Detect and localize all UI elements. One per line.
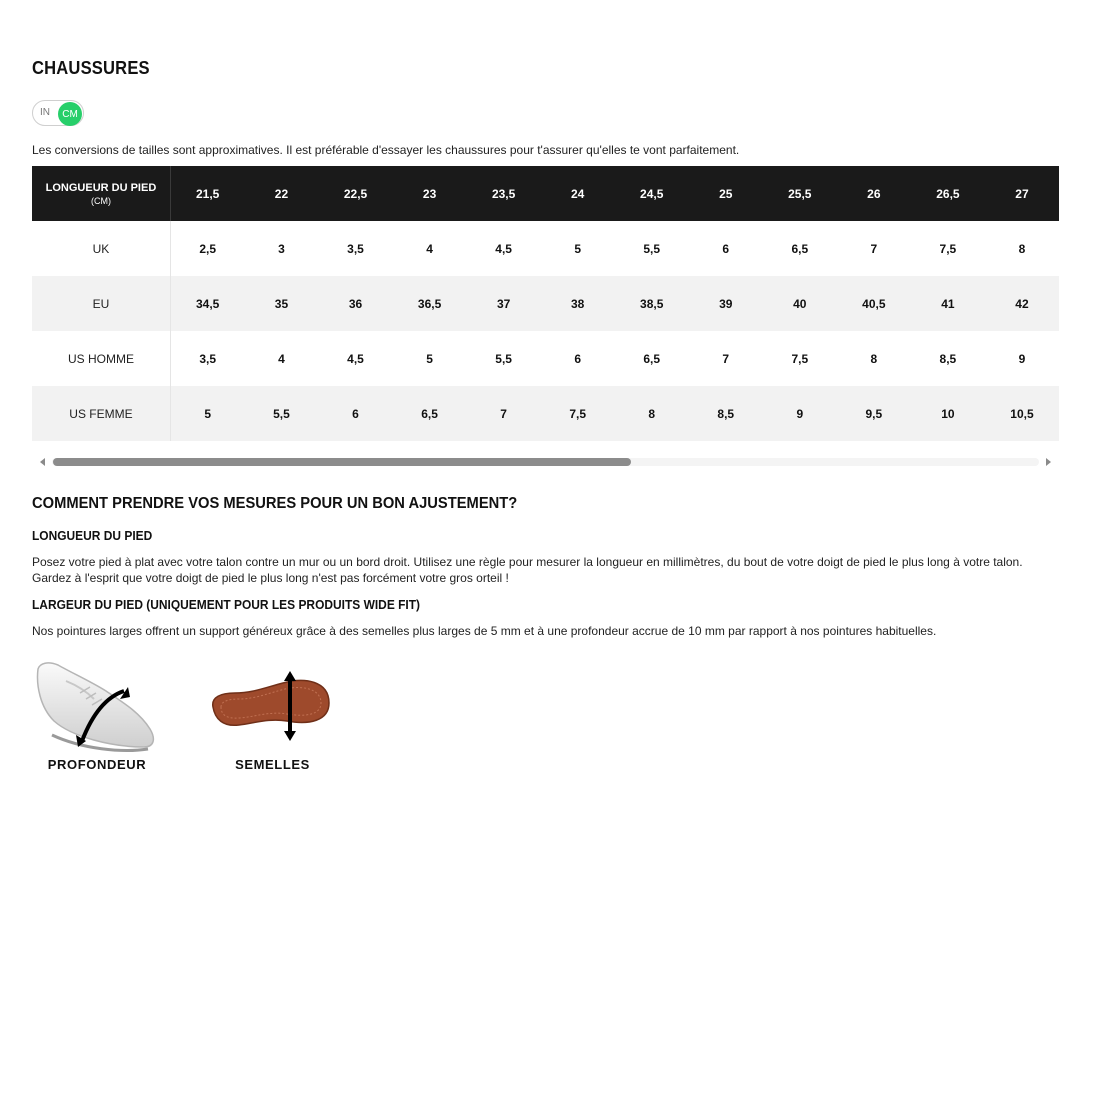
foot-length-column-header: 22 [244,166,318,221]
size-cell: 6,5 [393,386,467,441]
size-table-scroll-area[interactable] [32,166,1059,441]
horizontal-scrollbar[interactable] [32,455,1059,469]
size-cell: 7 [722,351,730,366]
size-cell: 38,5 [615,276,689,331]
table-row [32,331,1059,386]
row-label: EU [32,276,170,331]
depth-figure [32,655,162,780]
size-cell: 5,5 [244,386,318,441]
unit-option-in[interactable]: IN [40,107,50,118]
size-cell: 5,5 [643,241,661,256]
foot-length-text: Posez votre pied à plat avec votre talon contre un mur ou un bord droit. Utilisez une règle pour mesurer la longueur en millimètres, du bout de votre doigt de pied le plus long à votre talon. Gardez à l'esprit que votre doigt de pied le plus long n'est pas forcément votre gros orteil ! [32,555,1023,585]
size-cell: 8 [615,386,689,441]
size-cell: 8,5 [939,351,957,366]
page-title: CHAUSSURES [32,58,150,78]
size-cell: 6,5 [791,241,809,256]
size-cell: 38 [541,276,615,331]
foot-length-column-header: 24 [541,166,615,221]
size-cell: 4 [426,241,433,256]
size-cell: 6 [319,386,393,441]
foot-length-column-header: 21,5 [170,166,244,221]
size-cell: 7,5 [541,386,615,441]
foot-length-column-header: 22,5 [319,166,393,221]
size-cell: 4 [278,351,285,366]
size-cell: 7,5 [791,351,809,366]
scrollbar-thumb[interactable] [53,458,631,466]
size-cell: 36,5 [393,276,467,331]
size-cell: 4,5 [495,241,512,256]
unit-option-cm[interactable]: CM [58,102,82,126]
foot-width-text: Nos pointures larges offrent un support généreux grâce à des semelles plus larges de 5 mm et à une profondeur accrue de 10 mm par rapport à nos pointures habituelles. [32,624,937,638]
size-cell: 5,5 [495,351,512,366]
size-cell: 5 [574,241,581,256]
foot-length-column-header: 27 [985,166,1059,221]
size-cell: 41 [911,276,985,331]
foot-length-column-header: 25 [689,166,763,221]
size-cell: 9 [763,386,837,441]
size-cell: 40,5 [837,276,911,331]
row-label: US HOMME [32,331,170,386]
row-label: UK [32,221,170,276]
size-cell: 5 [170,386,244,441]
foot-length-column-header: 25,5 [763,166,837,221]
size-cell: 42 [985,276,1059,331]
table-row [32,221,1059,276]
size-cell: 4,5 [347,351,364,366]
size-cell: 34,5 [170,276,244,331]
scroll-left-arrow-icon[interactable] [40,458,45,466]
foot-width-title: LARGEUR DU PIED (UNIQUEMENT POUR LES PRODUITS WIDE FIT) [32,597,421,612]
size-cell: 5 [426,351,433,366]
size-cell: 6 [722,241,730,256]
size-cell: 35 [244,276,318,331]
size-cell: 36 [319,276,393,331]
size-cell: 8 [1018,241,1026,256]
table-row [32,276,1059,331]
scroll-right-arrow-icon[interactable] [1046,458,1051,466]
size-cell: 40 [763,276,837,331]
size-cell: 3,5 [347,241,364,256]
size-cell: 3 [278,241,285,256]
size-cell: 3,5 [199,351,217,366]
size-cell: 8 [870,351,878,366]
foot-length-title: LONGUEUR DU PIED [32,528,153,543]
table-header-row [32,166,1059,221]
foot-length-column-header: 23,5 [467,166,541,221]
size-cell: 6,5 [643,351,661,366]
foot-length-header-label: LONGUEUR DU PIED [45,181,157,194]
size-cell: 10,5 [985,386,1059,441]
depth-label: PROFONDEUR [47,757,147,772]
sole-label: SEMELLES [235,757,310,772]
size-cell: 9,5 [837,386,911,441]
size-disclaimer: Les conversions de tailles sont approximatives. Il est préférable d'essayer les chaussures pour t'assurer qu'elles te vont parfaitement. [32,143,740,157]
foot-length-column-header: 24,5 [615,166,689,221]
shoe-depth-icon [32,655,162,755]
size-cell: 37 [467,276,541,331]
size-cell: 9 [1018,351,1026,366]
size-cell: 10 [911,386,985,441]
size-conversion-table [32,166,1059,441]
table-row [32,386,1059,441]
size-cell: 2,5 [199,241,217,256]
size-cell: 7 [467,386,541,441]
insole-icon [205,655,340,755]
size-cell: 7,5 [939,241,957,256]
row-label: US FEMME [32,386,170,441]
size-cell: 7 [870,241,878,256]
unit-toggle[interactable] [32,100,84,126]
size-cell: 8,5 [689,386,763,441]
foot-length-column-header: 23 [393,166,467,221]
foot-length-column-header: 26 [837,166,911,221]
measure-section-title: COMMENT PRENDRE VOS MESURES POUR UN BON AJUSTEMENT? [32,495,518,512]
foot-length-column-header: 26,5 [911,166,985,221]
foot-length-header-unit: (CM) [90,195,111,206]
foot-length-header [32,166,170,221]
sole-figure [205,655,340,780]
size-cell: 39 [689,276,763,331]
size-cell: 6 [574,351,581,366]
